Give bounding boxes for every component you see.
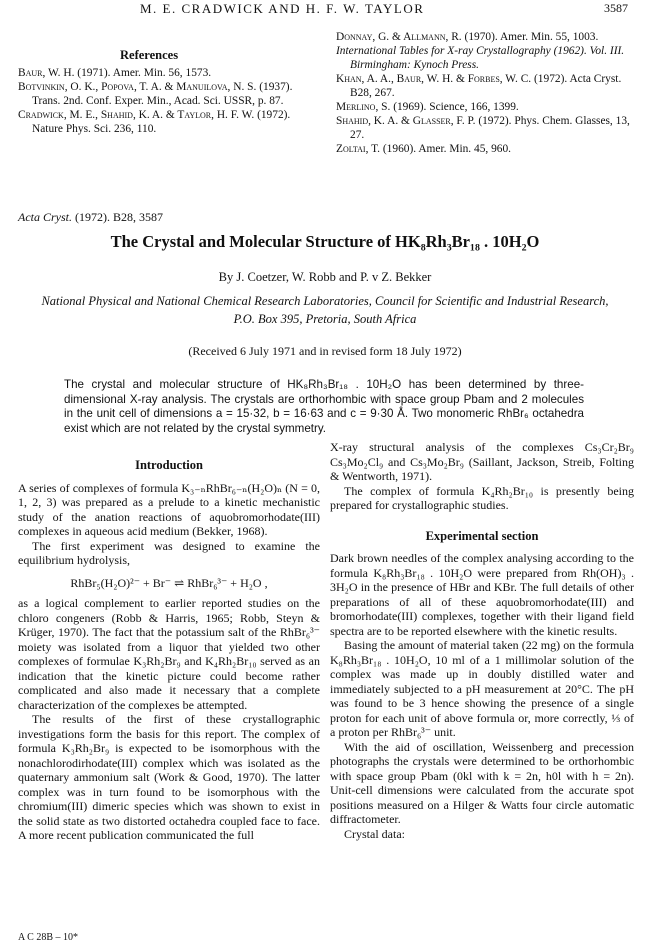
- article-authors: By J. Coetzer, W. Robb and P. v Z. Bekker: [218, 270, 432, 284]
- reference-item: Khan, A. A., Baur, W. H. & Forbes, W. C. (1972). Acta Cryst. B28, 267.: [336, 73, 622, 99]
- paragraph: Crystal data:: [344, 826, 405, 841]
- reference-item: Botvinkin, O. K., Popova, T. A. & Manuilova, N. S. (1937). Trans. 2nd. Conf. Exper. Min., Acad. Sci. USSR, p. 87.: [18, 81, 293, 107]
- reference-item: Donnay, G. & Allmann, R. (1970). Amer. Min. 55, 1003.: [336, 31, 599, 43]
- body-left-column: [18, 448, 320, 843]
- paragraph: A series of complexes of formula K₃₋ₙRhBr₆₋ₙ(H₂O)ₙ (N = 0, 1, 2, 3) was prepared as a prelude to a kinetic mechanistic study of the anation reactions of aquobromorhodate(III) complexes in aqueous acid medium (Bekker, 1968).: [18, 480, 320, 538]
- reference-item: Cradwick, M. E., Shahid, K. A. & Taylor, H. F. W. (1972). Nature Phys. Sci. 236, 110.: [18, 109, 291, 135]
- paragraph: X-ray structural analysis of the complexes Cs₃Cr₂Br₉ Cs₃Mo₂Cl₉ and Cs₃Mo₂Br₉ (Saillant, Jackson, Streib, Folting & Wentworth, 1971).: [330, 440, 634, 483]
- reference-item: International Tables for X-ray Crystallography (1962). Vol. III. Birmingham: Kynoch Press.: [336, 45, 625, 71]
- journal-citation: Acta Cryst. (1972). B28, 3587: [18, 210, 163, 224]
- page-number: 3587: [604, 1, 628, 15]
- references-heading: References: [120, 48, 179, 62]
- paragraph: The results of the first of these crystallographic investigations form the basis for this report. The complex of formula K₃Rh₂Br₉ is expected to be isomorphous with the nonachlorodirhodate(III) complex which was isolated as the quaternary ammonium salt (Work & Good, 1970). The latter complex was in turn found to be isomorphous with the chromium(III) dimeric species which was shown to exist in the solid state as two distorted octahedra coupled face to face. A more recent publication communicated the full: [18, 712, 320, 842]
- reference-item: Baur, W. H. (1971). Amer. Min. 56, 1573.: [18, 67, 212, 79]
- article-title: The Crystal and Molecular Structure of HK₈Rh₃Br₁₈ . 10H₂O: [110, 232, 540, 251]
- paragraph: Dark brown needles of the complex analysing according to the formula K₈Rh₃Br₁₈ . 10H₂O were prepared from Rh(OH)₃ . 3H₂O in the presence of HBr and KBr. The full details of other preparations of all of these aquobromorhodate(III) and bromorhodate(III) complexes, together with their ligand field spectra are to be reported elsewhere with the kinetic results.: [330, 551, 634, 638]
- paragraph: With the aid of oscillation, Weissenberg and precession photographs the crystals were determined to be orthorhombic with space group Pbam (0kl with k = 2n, h0l with h = 2n). Unit-cell dimensions were calculated from the accurate spot positions measured on a Hilger & Watts four circle automatic diffractometer.: [330, 739, 634, 826]
- body-right-column: [330, 440, 634, 841]
- running-header: [0, 0, 650, 22]
- references-right-column: [336, 30, 636, 156]
- paragraph: The first experiment was designed to examine the equilibrium hydrolysis,: [18, 538, 320, 567]
- equation: RhBr₅(H₂O)²⁻ + Br⁻ ⇌ RhBr₆³⁻ + H₂O ,: [70, 575, 268, 590]
- section-heading-experimental: Experimental section: [425, 528, 539, 543]
- article-affiliation: National Physical and National Chemical Research Laboratories, Council for Scientific and Industrial Research, P.O. Box 395, Pretoria, South Africa: [41, 294, 609, 326]
- section-heading-introduction: Introduction: [135, 458, 203, 472]
- reference-item: Shahid, K. A. & Glasser, F. P. (1972). Phys. Chem. Glasses, 13, 27.: [336, 115, 630, 141]
- paragraph: as a logical complement to earlier reported studies on the chloro congeners (Robb & Harris, 1965; Robb, Steyn & Krüger, 1970). The fact that the potassium salt of the RhBr₆³⁻ moiety was isolated from a liquor that yielded two other complexes of formulae K₃Rh₂Br₉ and K₄Rh₂Br₁₀ served as an indication that the kinetic picture could become rather complicated and also made it necessary that a complete characterization of the complexes be attempted.: [18, 596, 320, 712]
- paragraph: The complex of formula K₄Rh₂Br₁₀ is presently being prepared for crystallographic studies.: [330, 483, 634, 512]
- reference-item: Merlino, S. (1969). Science, 166, 1399.: [336, 101, 519, 113]
- received-date: (Received 6 July 1971 and in revised form 18 July 1972): [188, 344, 462, 358]
- page-footer: A C 28B – 10*: [18, 932, 79, 943]
- running-title: M. E. CRADWICK AND H. F. W. TAYLOR: [140, 1, 425, 16]
- paragraph: Basing the amount of material taken (22 mg) on the formula K₈Rh₃Br₁₈ . 10H₂O, 10 ml of a 1 millimolar solution of the complex was made up in doubly distilled water and immediately subjected to a pH measurement at 20°C. The pH was found to be 3 hence showing the presence of a single proton for each unit of above formula or, more correctly, ⅓ of a proton per RhBr₆³⁻ unit.: [330, 638, 634, 739]
- references-left-column: [18, 66, 320, 136]
- abstract: The crystal and molecular structure of HK₈Rh₃Br₁₈ . 10H₂O has been determined by three-dimensional X-ray analysis. The crystals are orthorhombic with space group Pbam and 2 molecules in the unit cell of dimensions a = 15·32, b = 16·63 and c = 9·30 Å. Two monomeric RhBr₆ octahedra exist which are not related by the crystal symmetry.: [64, 378, 584, 435]
- reference-item: Zoltai, T. (1960). Amer. Min. 45, 960.: [336, 143, 512, 155]
